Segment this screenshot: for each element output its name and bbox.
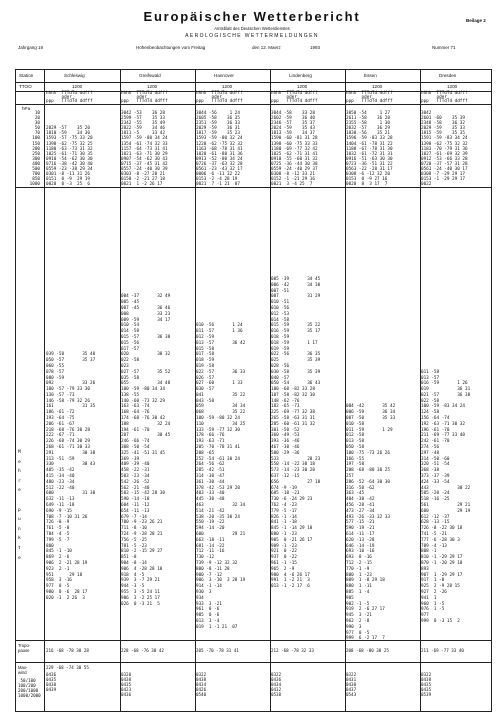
col-rule (44, 69, 45, 712)
standard-level-block: 3050 -54 1 27 2611 -58 36 28 2355 -58 1 30 2032 -57 36 29 1830 -56 35 21 1596 -59 -83 33 28 1404 -61 -78 31 22 1188 -67 -78 31 30 1032 -61 -72 31 31 0916 -51 -63 30 30 0723 -36 -51 31 22 0563 -22 -28 31 17 0308 -6 -12 32 20 0153 0 -9 27 16 0020 8 3 17 7 (346, 111, 393, 188)
station-name: Greifswald (139, 73, 161, 78)
tropopause-value: 211 -69 -77 33 40 (421, 648, 464, 653)
tropopause-value: 228 -68 -76 30 42 (121, 648, 164, 653)
significant-level-block: 005 -39 34 45 006 -42 34 30 007 -51 007 31 29 010 -51 010 -56 012 -53 014 -58 015 -59 35 22 016 -59 35 17 018 -59 018 -59 1 17 019 -59 022 -56 36 35 025 35 39 028 -56 030 -58 35 39 040 -57 050 -54 36 43 100 -60 -82 33 28 107 -58 -82 32 30 148 -62 -76 182 -65 -73 225 -69 -77 32 38 265 -58 -63 31 31 285 -60 -61 31 32 301 -50 -52 360 -49 -53 393 -36 -46 467 -38 -46 500 -29 -36 533 28 23 550 -14 -22 30 18 573 -14 -23 30 20 637 -12 -15 656 27 18 674 -9 -19 685 -10 -23 730 -6 -24 29 23 762 -4 -23 779 -5 -17 826 -1 -14 841 -1 -18 845 -1 -14 29 18 880 -1 -23 905 0 -21 26 17 909 -1 -23 921 0 -22 937 0 -22 961 -1 -15 965 2 -9 980 4 -6 26 17 991 1 -2 21 3 013 -1 -2 17 6 (271, 276, 321, 590)
station-name: Essen (364, 73, 377, 78)
page-title: Europäischer Wetterbericht (143, 9, 361, 24)
section-title: AEROLOGISCHE WETTERMELDUNGEN (185, 33, 319, 39)
tropopause-label: Tropo- pause (18, 643, 31, 653)
station-name: Lindenberg (289, 73, 312, 78)
levels-unit: hPa (22, 106, 31, 111)
column-heading: hhhh TTTdTd ddfff oder ppp TTTdTd ddfff (271, 91, 318, 105)
beobachtungen-label: Höhenbeobachtungen vom Freitag (136, 45, 206, 50)
column-heading: hhhh TTTdTd ddfff oder ppp TTTdTd ddfff (196, 91, 243, 105)
issue-number: Nummer 71 (432, 45, 456, 50)
station-name: Schleswig (64, 73, 85, 78)
column-heading: hhhh TTTdTd ddfff oder ppp TTTdTd ddfff (121, 91, 168, 105)
column-heading: hhhh TTTdTd ddfff oder ppp TTTdTd ddfff (421, 91, 468, 105)
significant-level-block: 004 -42 35 42 006 -59 36 34 007 -50 35 33 010 -58 011 -59 1 29 012 -58 013 -58 050 -58 100 -75 -73 26 26 166 -55 197 -58 208 -68 -80 30 25 257 286 -52 -64 30 30 316 -50 -62 363 -45 404 -38 -42 456 -28 -41 473 -27 -34 493 -26 -33 32 33 577 -15 -21 590 -19 -21 614 -11 -17 620 -13 -28 646 -14 -19 693 -10 -16 693 8 -16 712 -2 -15 770 -1 -9 800 1 -23 809 1 -8 29 18 880 1 -11 885 1 -4 905 902 -1 -5 919 2 -6 27 17 945 3 -21 962 2 -8 990 3 977 0 -5 999 6 -2 17 7 (346, 404, 396, 642)
page-subtitle: Amtsblatt des Deutschen Wetterdienstes (214, 26, 290, 31)
maxwind-levels: 50/100 100/200 200/1000 1000/2000 (18, 678, 41, 698)
tropopause-value: 205 -70 -78 31 41 (196, 648, 239, 653)
station-time: 1200 (72, 84, 83, 89)
standard-level-block: 3042 2601 -60 35 39 2348 -58 36 32 2029 -59 35 33 1815 -59 35 35 1591 -59 -83 34 24 1398 -62 -75 32 32 1183 -70 -79 31 36 1027 -61 -69 32 39 0912 -53 -66 33 28 0720 -37 -57 31 28 0561 -24 -40 30 17 0308 -7 -29 29 17 0153 -1 -29 29 17 0022 (421, 111, 468, 188)
date: den 12. Maerz (252, 45, 281, 50)
maxwind-values: 0322 0431 0430 0437 0543 (346, 672, 357, 697)
maxwind-values: 0322 0438 0435 0435 0539 (421, 672, 432, 697)
maxwind-first: 229 -68 -74 30 55 (46, 665, 89, 670)
column-heading: hhhh TTTdTd ddfff oder ppp TTTdTd ddfff (46, 91, 93, 105)
station-time: 1200 (147, 84, 158, 89)
maxwind-values: 0322 0438 0434 0426 0540 (196, 672, 207, 697)
station-time: 1200 (447, 84, 458, 89)
tropopause-value: 216 -68 -78 30 28 (46, 648, 89, 653)
standard-level-block: 3044 -56 1 24 2605 -58 36 35 2351 -59 36 33 2029 -59 36 31 1817 -59 35 23 1593 -59 -80 32 24 1228 -62 -75 32 32 1163 -68 -78 31 41 1028 -61 -88 31 36 0913 -52 -80 34 24 0726 -37 -63 32 28 0561 -23 -43 32 17 0006 -6 -11 32 22 0153 -2 -4 28 19 0021 7 -1 21 07 (196, 111, 243, 188)
maxwind-values: 0320 0438 0435 0423 0436 (121, 672, 132, 697)
standard-level-block: 3044 -58 33 28 2602 -59 36 40 2346 -57 35 37 2024 -59 35 43 1813 -59 34 37 1590 -60 -81 31 28 1398 -60 -75 33 33 1180 -69 -77 32 42 1025 -62 -71 31 41 0910 -55 -60 31 32 0725 -36 -44 30 38 0559 -24 -40 29 37 0308 -8 -12 33 21 0152 -1 -21 29 16 0021 3 -4 25 7 (271, 111, 318, 188)
significant-level-block: 011 -58 013 -57 016 -59 1 26 019 36 31 021 -57 36 38 022 -58 100 -59 -83 34 24 124 -58 156 -64 -74 192 -63 -71 30 32 196 -61 -70 211 -69 -77 33 40 242 -61 -70 274 -56 297 -48 314 -50 -60 320 -51 -54 368 -38 373 -37 -39 424 -33 -54 443 30 22 505 -20 -24 518 -16 -25 561 29 21 600 29 19 612 -12 -37 628 -13 -15 726 -8 -22 30 18 741 -5 -21 777 -6 -28 30 3 789 -4 -13 808 -1 810 -1 -29 29 17 870 -1 -20 29 18 893 907 1 -29 29 17 917 1 -8 925 2 -9 28 15 927 2 -26 941 1 960 1 -5 976 1 -5 977 999 0 -3 15 2 (421, 369, 471, 624)
column-heading: hhhh TTTdTd ddfff oder ppp TTTdTd ddfff (346, 91, 393, 105)
maxwind-values: 0436 0435 0430 0439 (46, 672, 57, 692)
mehrpunkte-label: M e h r e p u n k t e (18, 450, 21, 561)
maxwind-label: Max- wind (18, 665, 28, 675)
station-label: Station (19, 73, 34, 78)
tropopause-value: 212 -68 -78 32 33 (271, 648, 314, 653)
beilage-label: Beilage 2 (466, 18, 486, 23)
significant-level-block: 039 -58 35 40 050 -57 35 37 060 -55 078 -57 080 -59 092 33 26 100 -57 -79 33 30 130 -57 -73 146 -58 -79 32 26 161 31 35 186 -61 -72 193 -64 -75 206 -61 -67 218 -68 -76 30 28 222 -67 -71 226 -68 -74 30 29 268 -61 -71 30 33 291 30 38 313 -51 -59 330 30 43 405 -35 -42 415 -34 -40 480 -23 -34 512 -22 -40 600 31 30 632 -11 -13 649 -11 -18 690 -9 -15 708 -7 -10 31 26 726 -8 -9 761 -5 -8 784 -4 -5 799 -5 -7 800 845 -1 -10 869 2 -6 906 2 -21 28 19 923 2 -1 951 29 18 958 3 -16 977 0 -5 980 0 -6 28 17 020 -1 2 26 3 (46, 352, 96, 601)
significant-level-block: 004 -37 32 49 005 -45 007 -45 36 46 008 33 23 009 -59 34 17 010 -54 014 -58 015 -57 36 38 015 -56 017 -57 020 38 32 022 -58 023 027 -57 35 52 035 -58 055 34 48 100 -59 -80 34 34 138 -55 140 -60 -73 32 29 163 -63 -74 168 -64 -76 174 -68 -76 30 42 188 32 24 194 -61 -70 207 30 45 246 -66 -74 308 -50 -54 325 -41 -51 31 45 369 -39 409 -39 -40 458 -22 -31 503 -23 -34 542 -26 -52 562 -21 -40 583 -15 -42 28 30 590 -14 -18 604 -11 -12 654 -11 -13 679 -7 -14 700 -9 -23 26 21 711 -8 -10 724 -9 -28 28 21 756 -5 -25 781 -5 -23 810 -2 -15 29 27 851 -8 904 -8 -14 906 4 -28 28 18 918 4 -5 939 3 -7 29 21 944 -3 -5 955 3 -5 24 11 986 3 -2 25 17 026 0 -3 21 5 (121, 294, 171, 607)
station-time: 1200 (297, 84, 308, 89)
jahrgang: Jahrgang 19 (18, 45, 44, 50)
station-name: Dresden (439, 73, 457, 78)
station-time: 1200 (372, 84, 383, 89)
station-time: 1200 (222, 84, 233, 89)
tropopause-value: 208 -68 -80 30 25 (346, 648, 389, 653)
year: 1993 (310, 45, 321, 50)
pressure-levels: 10 20 30 50 70 100 150 200 250 300 400 500 700 850 1000 (29, 111, 40, 188)
standard-level-block: 3042 -53 36 28 2599 -57 35 33 2342 -55 35 49 2022 -59 34 46 1811 -5 33 42 1597 -59 -80 34 24 1354 -61 -74 32 33 1157 -64 -73 31 41 1021 -63 -71 30 29 0907 -54 -62 30 43 0715 -37 -45 31 42 0557 -24 -40 30 39 0303 -8 -27 28 21 0150 -2 -21 27 18 0021 1 -2 26 17 (121, 111, 168, 188)
time-label: TTOO (19, 84, 32, 89)
station-name: Hannover (214, 73, 234, 78)
maxwind-values: 0322 0436 0434 0432 0538 (271, 672, 282, 697)
significant-level-block: 010 -56 1 24 011 -57 1 36 012 -59 013 -57 36 42 015 -58 017 -58 018 -59 019 -58 022 -57 36 33 026 -57 027 -60 1 33 030 -57 041 35 22 043 -58 059 34 34 068 35 22 100 -59 -80 32 24 110 34 25 133 -59 -77 32 30 178 -66 -76 193 -63 -71 205 -70 -78 31 41 208 -65 252 -54 -61 30 24 264 -56 -62 285 -42 -51 314 -30 -47 361 -30 -44 378 -42 -53 29 20 403 -33 -40 445 -30 -48 463 32 34 514 -21 -42 538 -20 -35 30 24 550 -19 -22 594 -14 -20 600 29 21 663 -18 -11 681 -14 -22 712 -11 -16 730 -12 739 -9 -12 32 32 800 -8 -11 28 900 -7 -12 906 3 -10 3 28 19 914 -1 -14 930 3 934 933 3 -21 961 0 -6 985 0 -6 013 3 -4 019 1 -1 21 07 (196, 323, 246, 630)
standard-level-block: 2029 -57 35 20 1810 -59 34 30 1593 -57 -75 33 20 1398 -62 -75 32 25 1180 -63 -73 31 32 1025 -61 -71 30 35 0910 -54 -62 30 30 0716 -38 -42 30 40 0559 -23 -38 29 34 0301 -8 -11 31 26 0151 0 -9 29 19 0020 0 -3 25 6 (46, 126, 93, 188)
